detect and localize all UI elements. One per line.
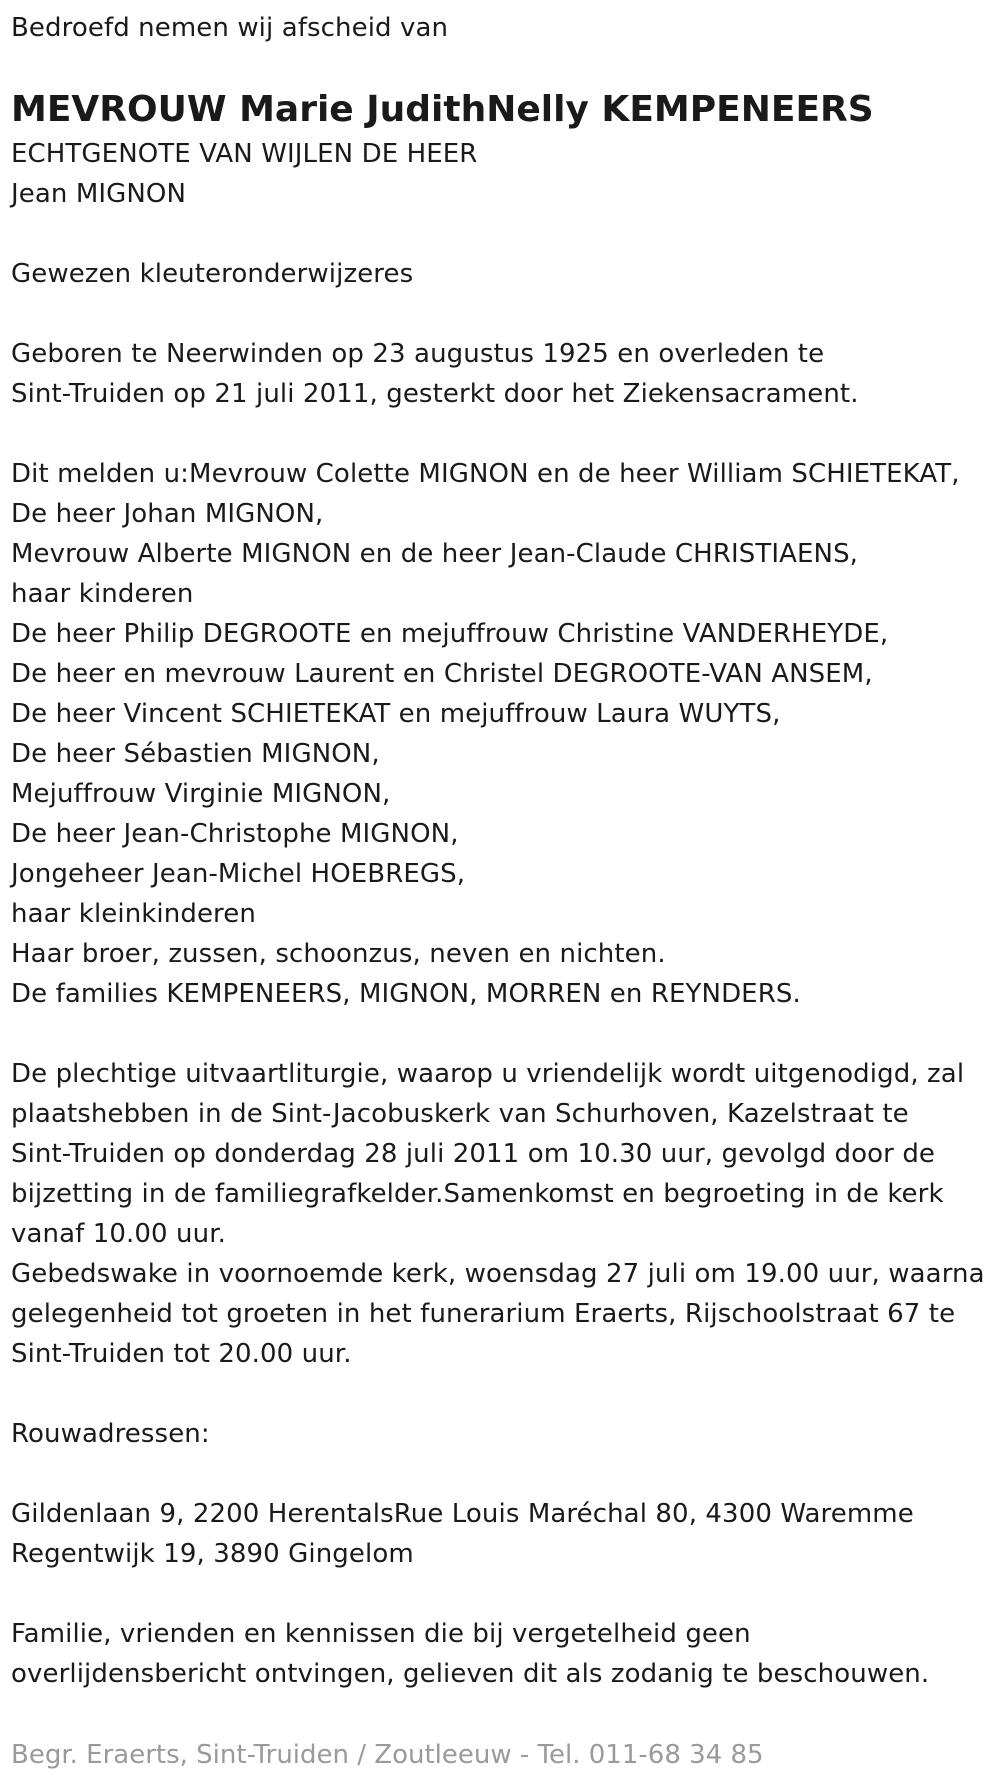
text-line: Geboren te Neerwinden op 23 augustus 1925 en overleden te — [11, 339, 825, 369]
deceased-name: MEVROUW Marie JudithNelly KEMPENEERS — [11, 89, 874, 130]
spouse-name: Jean MIGNON — [11, 179, 187, 209]
funeral-line: bijzetting in de familiegrafkelder.Samenkomst en begroeting in de kerk — [11, 1179, 944, 1209]
funeral-line: gelegenheid tot groeten in het funerarium Eraerts, Rijschoolstraat 67 te — [11, 1299, 956, 1329]
mourning-addresses — [11, 1494, 1000, 1574]
intro-text: Bedroefd nemen wij afscheid van — [11, 13, 449, 43]
family-line: Jongeheer Jean-Michel HOEBREGS, — [11, 859, 466, 889]
closing-line: overlijdensbericht ontvingen, gelieven dit als zodanig te beschouwen. — [11, 1659, 930, 1689]
family-line: haar kleinkinderen — [11, 899, 256, 929]
family-line: haar kinderen — [11, 579, 194, 609]
family-line: Mejuffrouw Virginie MIGNON, — [11, 779, 391, 809]
funeral-line: Sint-Truiden op donderdag 28 juli 2011 om 10.30 uur, gevolgd door de — [11, 1139, 936, 1169]
address-line: Regentwijk 19, 3890 Gingelom — [11, 1539, 414, 1569]
family-line: De heer Vincent SCHIETEKAT en mejuffrouw Laura WUYTS, — [11, 699, 781, 729]
family-line: De heer en mevrouw Laurent en Christel DEGROOTE-VAN ANSEM, — [11, 659, 873, 689]
funeral-section — [11, 1054, 1000, 1374]
closing-section — [11, 1614, 1000, 1694]
family-line: De heer Philip DEGROOTE en mejuffrouw Christine VANDERHEYDE, — [11, 619, 889, 649]
family-line: De heer Johan MIGNON, — [11, 499, 324, 529]
family-line: Haar broer, zussen, schoonzus, neven en nichten. — [11, 939, 666, 969]
family-line: Dit melden u:Mevrouw Colette MIGNON en de heer William SCHIETEKAT, — [11, 459, 960, 489]
funeral-line: Sint-Truiden tot 20.00 uur. — [11, 1339, 352, 1369]
mourning-addresses-heading: Rouwadressen: — [11, 1419, 210, 1449]
text-line: Sint-Truiden op 21 juli 2011, gesterkt door het Ziekensacrament. — [11, 379, 859, 409]
family-line: De heer Sébastien MIGNON, — [11, 739, 380, 769]
profession: Gewezen kleuteronderwijzeres — [11, 259, 414, 289]
address-line: Gildenlaan 9, 2200 HerentalsRue Louis Maréchal 80, 4300 Waremme — [11, 1499, 914, 1529]
closing-line: Familie, vrienden en kennissen die bij vergetelheid geen — [11, 1619, 751, 1649]
funeral-line: plaatshebben in de Sint-Jacobuskerk van Schurhoven, Kazelstraat te — [11, 1099, 909, 1129]
family-line: De families KEMPENEERS, MIGNON, MORREN en REYNDERS. — [11, 979, 801, 1009]
birth-death-section — [11, 334, 1000, 414]
funeral-home-footer: Begr. Eraerts, Sint-Truiden / Zoutleeuw - Tel. 011-68 34 85 — [11, 1740, 764, 1770]
funeral-line: De plechtige uitvaartliturgie, waarop u vriendelijk wordt uitgenodigd, zal — [11, 1059, 965, 1089]
funeral-line: Gebedswake in voornoemde kerk, woensdag 27 juli om 19.00 uur, waarna — [11, 1259, 985, 1289]
funeral-line: vanaf 10.00 uur. — [11, 1219, 226, 1249]
spouse-line: ECHTGENOTE VAN WIJLEN DE HEER — [11, 139, 478, 169]
family-line: Mevrouw Alberte MIGNON en de heer Jean-Claude CHRISTIAENS, — [11, 539, 859, 569]
family-line: De heer Jean-Christophe MIGNON, — [11, 819, 459, 849]
family-section — [11, 454, 1000, 1014]
